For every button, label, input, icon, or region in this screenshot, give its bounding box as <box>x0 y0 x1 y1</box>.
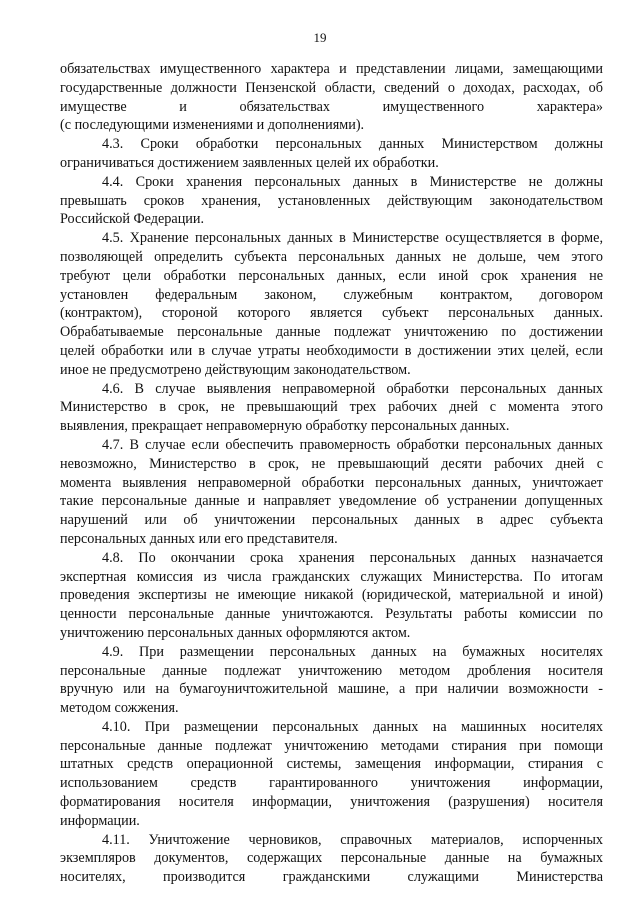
text-line: выявления, прекращает неправомерную обработку персональных данных. <box>60 418 510 435</box>
text-line: момента выявления неправомерной обработки персональных данных, уничтожает <box>60 474 603 491</box>
text-line: использованием средств гарантированного уничтожения информации, <box>60 775 603 792</box>
text-line: ограничиваться достижением заявленных целей их обработки. <box>60 154 439 171</box>
text-line: вручную или на бумагоуничтожительной машине, а при наличии возможности - <box>60 681 603 698</box>
text-line: (контрактом), стороной которого является субъект персональных данных. <box>60 305 603 322</box>
document-body <box>60 60 603 887</box>
text-line: имуществе и обязательствах имущественного характера» <box>60 98 603 115</box>
text-line: уничтожению персональных данных оформляются актом. <box>60 624 411 641</box>
text-line: позволяющей определить субъекта персональных данных не дольше, чем этого <box>60 248 603 265</box>
text-line: государственные должности Пензенской области, сведений о доходах, расходах, об <box>60 79 603 96</box>
text-line: ценности персональные данные уничтожаются. Результаты работы комиссии по <box>60 606 603 623</box>
text-line: персональные данные подлежат уничтожению методом дробления носителя <box>60 662 603 679</box>
text-line: Обрабатываемые персональные данные подлежат уничтожению по достижении <box>60 324 603 341</box>
text-line: информации. <box>60 812 140 829</box>
text-line: носителях, производится гражданскими служащими Министерства <box>60 869 603 886</box>
text-line: 4.10. При размещении персональных данных на машинных носителях <box>102 718 603 735</box>
text-line: Министерство в срок, не превышающий трех рабочих дней с момента этого <box>60 399 603 416</box>
text-line: установлен федеральным законом, служебным контрактом, договором <box>60 286 603 303</box>
text-line: методом сожжения. <box>60 700 179 717</box>
page-number: 19 <box>313 30 327 45</box>
text-line: 4.3. Сроки обработки персональных данных Министерством должны <box>102 136 603 153</box>
text-line: обязательствах имущественного характера и представлении лицами, замещающими <box>60 61 603 77</box>
text-line: форматирования носителя информации, уничтожения (разрушения) носителя <box>60 794 603 811</box>
text-line: нарушений или об уничтожении персональных данных в адрес субъекта <box>60 512 603 529</box>
text-line: экспертная комиссия из числа гражданских служащих Министерства. По итогам <box>60 568 603 585</box>
text-line: невозможно, Министерство в срок, не превышающий десяти рабочих дней с <box>60 455 603 472</box>
text-line: проведения экспертизы не имеющие никакой (юридической, материальной и иной) <box>60 587 603 604</box>
text-line: 4.9. При размещении персональных данных на бумажных носителях <box>102 643 603 660</box>
text-line: такие персональные данные и направляет уведомление об устранении допущенных <box>60 493 603 510</box>
text-line: 4.7. В случае если обеспечить правомерность обработки персональных данных <box>102 436 603 453</box>
text-line: требуют цели обработки персональных данных, если иной срок хранения не <box>60 267 603 284</box>
text-line: 4.6. В случае выявления неправомерной обработки персональных данных <box>102 380 603 397</box>
text-line: 4.8. По окончании срока хранения персональных данных назначается <box>102 549 603 566</box>
text-line: целей обработки или в случае утраты необходимости в достижении этих целей, если <box>60 342 603 359</box>
text-line: (с последующими изменениями и дополнениями). <box>60 117 365 134</box>
text-line: персональные данные подлежат уничтожению методами стирания при помощи <box>60 737 603 754</box>
text-line: 4.4. Сроки хранения персональных данных в Министерстве не должны <box>102 173 603 190</box>
text-line: 4.5. Хранение персональных данных в Министерстве осуществляется в форме, <box>102 230 603 247</box>
text-line: экземпляров документов, содержащих персональные данные на бумажных <box>60 850 603 867</box>
text-line: превышать сроков хранения, установленных действующим законодательством <box>60 192 603 209</box>
text-line: 4.11. Уничтожение черновиков, справочных материалов, испорченных <box>102 831 603 848</box>
text-line: иное не предусмотрено действующим законодательством. <box>60 361 411 378</box>
text-line: штатных средств операционной системы, замещения информации, стирания с <box>60 756 603 773</box>
text-line: Российской Федерации. <box>60 211 205 228</box>
text-line: персональных данных или его представителя. <box>60 530 338 547</box>
